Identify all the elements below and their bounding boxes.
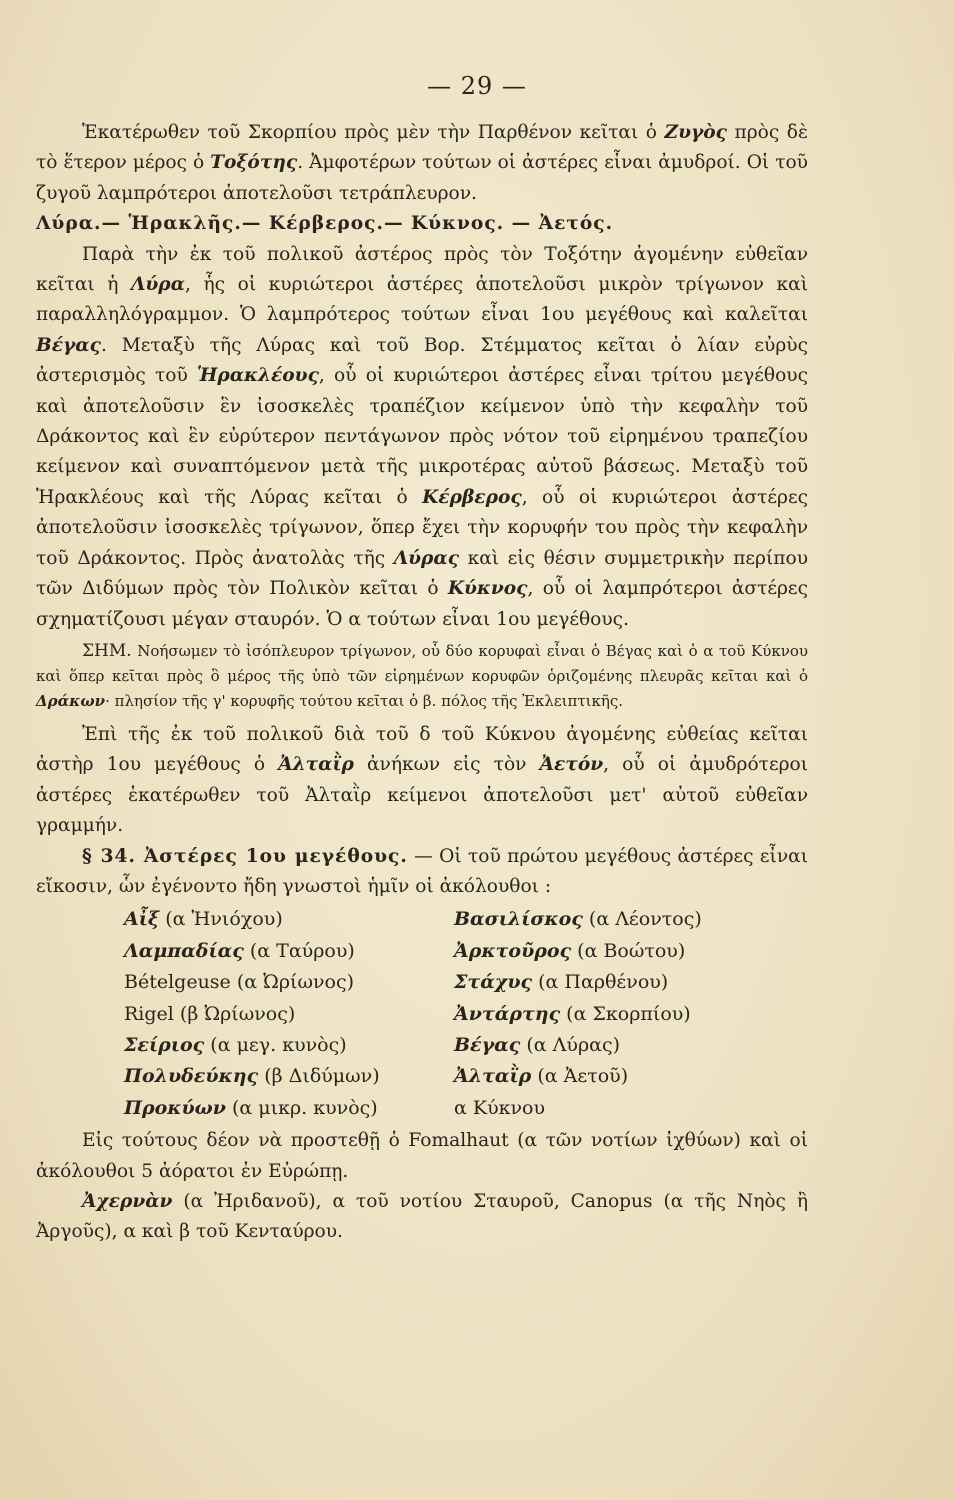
list-item: Στάχυς (α Παρθένου): [454, 971, 669, 994]
section-34-heading: § 34. Ἀστέρες 1ου μεγέθους.: [82, 845, 408, 867]
footnote-triangle: ΣΗΜ. Νοήσωμεν τὸ ἰσόπλευρον τρίγωνον, οὗ δύο κορυφαὶ εἶναι ὁ Βέγας καὶ ὁ α τοῦ Κύκνου καὶ ὅπερ κεῖται πρὸς ὃ μέρος τῆς ὑπὸ τῶν εἰρημένων κορυφῶν ὁριζομένης πλευρᾶς κεῖται καὶ ὁ Δράκων· πλησίον τῆς γ' κορυφῆς τούτου κεῖται ὁ β. πόλος τῆς Ἐκλειπτικῆς.: [36, 640, 808, 710]
list-item: Ἀρκτοῦρος (α Βοώτου): [454, 939, 686, 962]
paragraph-fomalhaut: Εἰς τούτους δέον νὰ προστεθῇ ὁ Fomalhaut (α τῶν νοτίων ἰχθύων) καὶ οἱ ἀκόλουθοι 5 ἀόρατοι ἐν Εὐρώπῃ.: [36, 1130, 808, 1182]
list-item: Bételgeuse (α Ὠρίωνος): [124, 971, 355, 994]
list-item: α Κύκνου: [454, 1096, 546, 1119]
star-list: [36, 904, 808, 1124]
list-item: Ἀλταῒρ (α Ἀετοῦ): [454, 1065, 629, 1088]
page-number: — 29 —: [427, 72, 527, 100]
section-heading-constellations: Λύρα.— Ἡρακλῆς.— Κέρβερος.— Κύκνος. — Ἀετός.: [36, 213, 614, 235]
list-item: Βέγας (α Λύρας): [454, 1033, 620, 1056]
paragraph-lyra-hercules: Παρὰ τὴν ἐκ τοῦ πολικοῦ ἀστέρος πρὸς τὸν Τοξότην ἀγομένην εὐθεῖαν κεῖται ἡ Λύρα, ἧς οἱ κυριώτεροι ἀστέρες ἀποτελοῦσι μικρὸν τρίγωνον καὶ παραλληλόγραμμον. Ὁ λαμπρότερος τούτων εἶναι 1ου μεγέθους καὶ καλεῖται Βέγας. Μεταξὺ τῆς Λύρας καὶ τοῦ Βορ. Στέμματος κεῖται ὁ λίαν εὐρὺς ἀστερισμὸς τοῦ Ἡρακλέους, οὗ οἱ κυριώτεροι ἀστέρες εἶναι τρίτου μεγέθους καὶ ἀποτελοῦσιν ἓν ἰσοσκελὲς τραπέζιον κείμενον ὑπὸ τὴν κεφαλὴν τοῦ Δράκοντος καὶ ἓν εὐρύτερον πεντάγωνον πρὸς νότον τοῦ εἰρημένου τραπεζίου κείμενον καὶ συναπτόμενον μετὰ τῆς μικροτέρας αὐτοῦ βάσεως. Μεταξὺ τοῦ Ἡρακλέους καὶ τῆς Λύρας κεῖται ὁ Κέρβερος, οὗ οἱ κυριώτεροι ἀστέρες ἀποτελοῦσιν ἰσοσκελὲς τρίγωνον, ὅπερ ἔχει τὴν κορυφήν του πρὸς τὴν κεφαλὴν τοῦ Δράκοντος. Πρὸς ἀνατολὰς τῆς Λύρας καὶ εἰς θέσιν συμμετρικὴν περίπου τῶν Διδύμων πρὸς τὸν Πολικὸν κεῖται ὁ Κύκνος, οὗ οἱ λαμπρότεροι ἀστέρες σχηματίζουσι μέγαν σταυρόν. Ὁ α τούτων εἶναι 1ου μεγέθους.: [36, 243, 809, 630]
paragraph-achernar: Ἀχερνὰν (α Ἠριδανοῦ), α τοῦ νοτίου Σταυροῦ, Canopus (α τῆς Νηὸς ἢ Ἀργοῦς), α καὶ β τοῦ Κενταύρου.: [36, 1191, 808, 1243]
paragraph-first-magnitude: § 34. Ἀστέρες 1ου μεγέθους. — Οἱ τοῦ πρώτου μεγέθους ἀστέρες εἶναι εἴκοσιν, ὧν ἐγένοντο ἤδη γνωστοὶ ἡμῖν οἱ ἀκόλουθοι :: [36, 845, 808, 897]
term-zygos: Ζυγὸς: [664, 122, 727, 143]
paragraph-altair: Ἐπὶ τῆς ἐκ τοῦ πολικοῦ διὰ τοῦ δ τοῦ Κύκνου ἀγομένης εὐθείας κεῖται ἀστὴρ 1ου μεγέθους ὁ Ἀλταῒρ ἀνήκων εἰς τὸν Ἀετόν, οὗ οἱ ἀμυδρότεροι ἀστέρες ἑκατέρωθεν τοῦ Ἀλταῒρ κείμενοι ἀποτελοῦσι μετ' αὐτοῦ εὐθεῖαν γραμμήν.: [36, 723, 808, 837]
list-item: Σείριος (α μεγ. κυνὸς): [124, 1033, 347, 1056]
list-item: Αἶξ (α Ἡνιόχου): [124, 908, 283, 931]
paragraph-libra-sagittarius: Ἑκατέρωθεν τοῦ Σκορπίου πρὸς μὲν τὴν Παρθένον κεῖται ὁ Ζυγὸς πρὸς δὲ τὸ ἕτερον μέρος ὁ Τοξότης. Ἀμφοτέρων τούτων οἱ ἀστέρες εἶναι ἀμυδροί. Οἱ τοῦ ζυγοῦ λαμπρότεροι ἀποτελοῦσι τετράπλευρον.: [36, 122, 808, 204]
body-text: [36, 118, 808, 1248]
list-item: Λαμπαδίας (α Ταύρου): [124, 939, 355, 962]
list-item: Rigel (β Ὠρίωνος): [124, 1002, 296, 1025]
list-item: Προκύων (α μικρ. κυνὸς): [124, 1096, 378, 1119]
term-toxotis: Τοξότης: [210, 152, 298, 174]
list-item: Βασιλίσκος (α Λέοντος): [454, 908, 702, 931]
list-item: Ἀντάρτης (α Σκορπίου): [454, 1002, 691, 1025]
list-item: Πολυδεύκης (β Διδύμων): [124, 1065, 380, 1088]
